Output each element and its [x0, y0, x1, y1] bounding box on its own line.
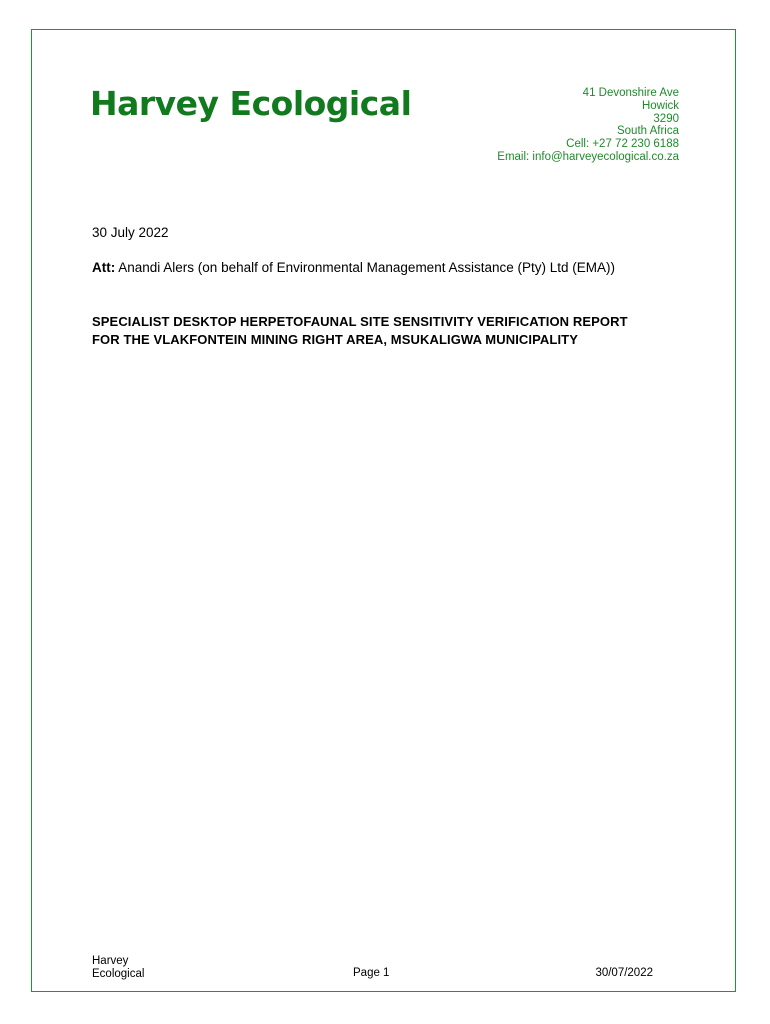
address-postal-code: 3290: [653, 112, 679, 125]
page-border: [31, 29, 736, 992]
report-title: [92, 313, 692, 348]
footer-company-line-1: Harvey: [92, 955, 129, 967]
address-cell: Cell: +27 72 230 6188: [566, 138, 679, 151]
footer-date: 30/07/2022: [595, 967, 653, 979]
address-country: South Africa: [616, 125, 679, 138]
footer-company-line-2: Ecological: [92, 967, 145, 980]
footer-company: [92, 955, 144, 980]
attention-recipient: Anandi Alers (on behalf of Environmental Management Assistance (Pty) Ltd (EMA)): [115, 260, 615, 275]
address-town: Howick: [641, 99, 679, 112]
attention-line: [92, 260, 615, 275]
attention-label: Att:: [92, 260, 116, 275]
report-title-line-1: SPECIALIST DESKTOP HERPETOFAUNAL SITE SENSITIVITY VERIFICATION REPORT: [92, 314, 628, 329]
company-address: [497, 87, 679, 164]
address-email[interactable]: Email: info@harveyecological.co.za: [497, 150, 679, 163]
address-street: 41 Devonshire Ave: [582, 87, 679, 99]
footer-page-number: Page 1: [353, 967, 390, 979]
letter-date: 30 July 2022: [92, 225, 169, 240]
company-logo: Harvey Ecological: [90, 84, 412, 123]
report-title-line-2: FOR THE VLAKFONTEIN MINING RIGHT AREA, MSUKALIGWA MUNICIPALITY: [92, 331, 578, 347]
